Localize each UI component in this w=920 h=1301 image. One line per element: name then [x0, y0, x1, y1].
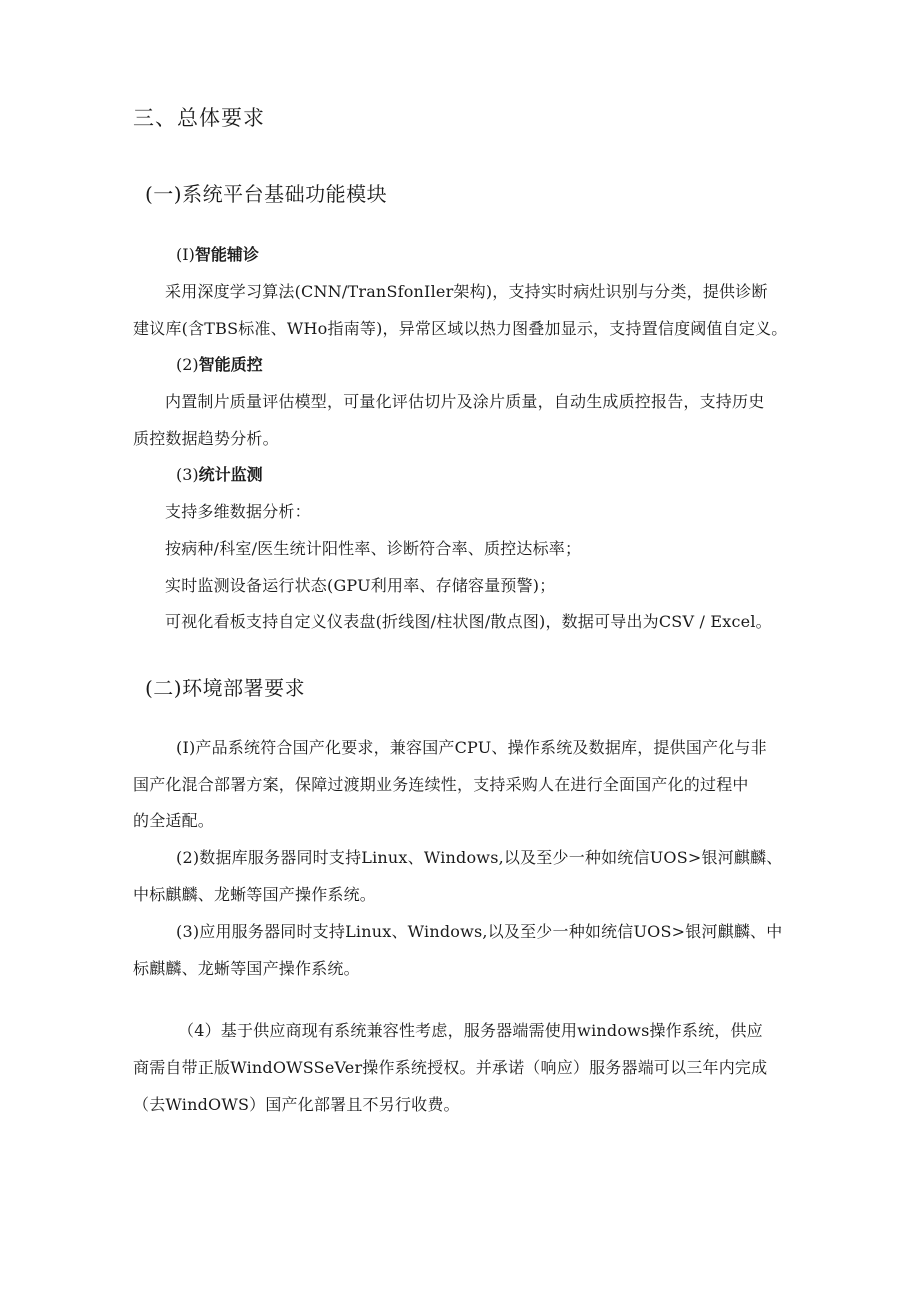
paragraph-line: 采用深度学习算法(CNN/TranSfonIler架构)，支持实时病灶识别与分类，提供诊断: [165, 282, 768, 301]
item-heading-2: [176, 354, 263, 376]
paragraph-line: 的全适配。: [133, 811, 215, 830]
paragraph-line: 质控数据趋势分析。: [133, 429, 279, 448]
paragraph-line: 标麒麟、龙蜥等国产操作系统。: [133, 959, 360, 978]
paragraph-line: 按病种/科室/医生统计阳性率、诊断符合率、质控达标率；: [165, 539, 582, 558]
paragraph-line: （去WindOWS）国产化部署且不另行收费。: [133, 1095, 460, 1114]
paragraph-line: 国产化混合部署方案，保障过渡期业务连续性，支持采购人在进行全面国产化的过程中: [133, 775, 749, 794]
paragraph-line: 商需自带正版WindOWSSeVer操作系统授权。并承诺（响应）服务器端可以三年内完成: [133, 1058, 768, 1077]
item-heading-text: 智能辅诊: [194, 245, 259, 264]
item-number: (2): [176, 355, 199, 374]
paragraph-line: 建议库(含TBS标准、WHo指南等)，异常区域以热力图叠加显示，支持置信度阈值自定义。: [133, 319, 788, 338]
subsection-title-1: (一)系统平台基础功能模块: [145, 182, 388, 206]
paragraph-line: 实时监测设备运行状态(GPU利用率、存储容量预警)；: [165, 576, 556, 595]
paragraph-line: （4）基于供应商现有系统兼容性考虑，服务器端需使用windows操作系统，供应: [178, 1021, 763, 1040]
paragraph-line: 中标麒麟、龙蜥等国产操作系统。: [133, 885, 377, 904]
subsection-title-2: (二)环境部署要求: [145, 676, 306, 700]
paragraph-line: 可视化看板支持自定义仪表盘(折线图/柱状图/散点图)，数据可导出为CSV / Excel。: [165, 612, 772, 631]
paragraph-line: (I)产品系统符合国产化要求，兼容国产CPU、操作系统及数据库，提供国产化与非: [176, 738, 767, 757]
item-number: (3): [176, 465, 199, 484]
item-number: (I): [176, 245, 195, 264]
item-heading-3: [176, 464, 263, 486]
item-heading-text: 智能质控: [198, 355, 263, 374]
paragraph-line: (3)应用服务器同时支持Linux、Windows,以及至少一种如统信UOS>银河麒麟、中: [176, 922, 783, 941]
item-heading-1: [176, 244, 259, 266]
paragraph-line: (2)数据库服务器同时支持Linux、Windows,以及至少一种如统信UOS>银河麒麟、: [176, 848, 783, 867]
item-heading-text: 统计监测: [198, 465, 263, 484]
section-title: 三、总体要求: [133, 106, 265, 130]
paragraph-line: 支持多维数据分析：: [165, 502, 311, 521]
paragraph-line: 内置制片质量评估模型，可量化评估切片及涂片质量，自动生成质控报告，支持历史: [165, 392, 765, 411]
